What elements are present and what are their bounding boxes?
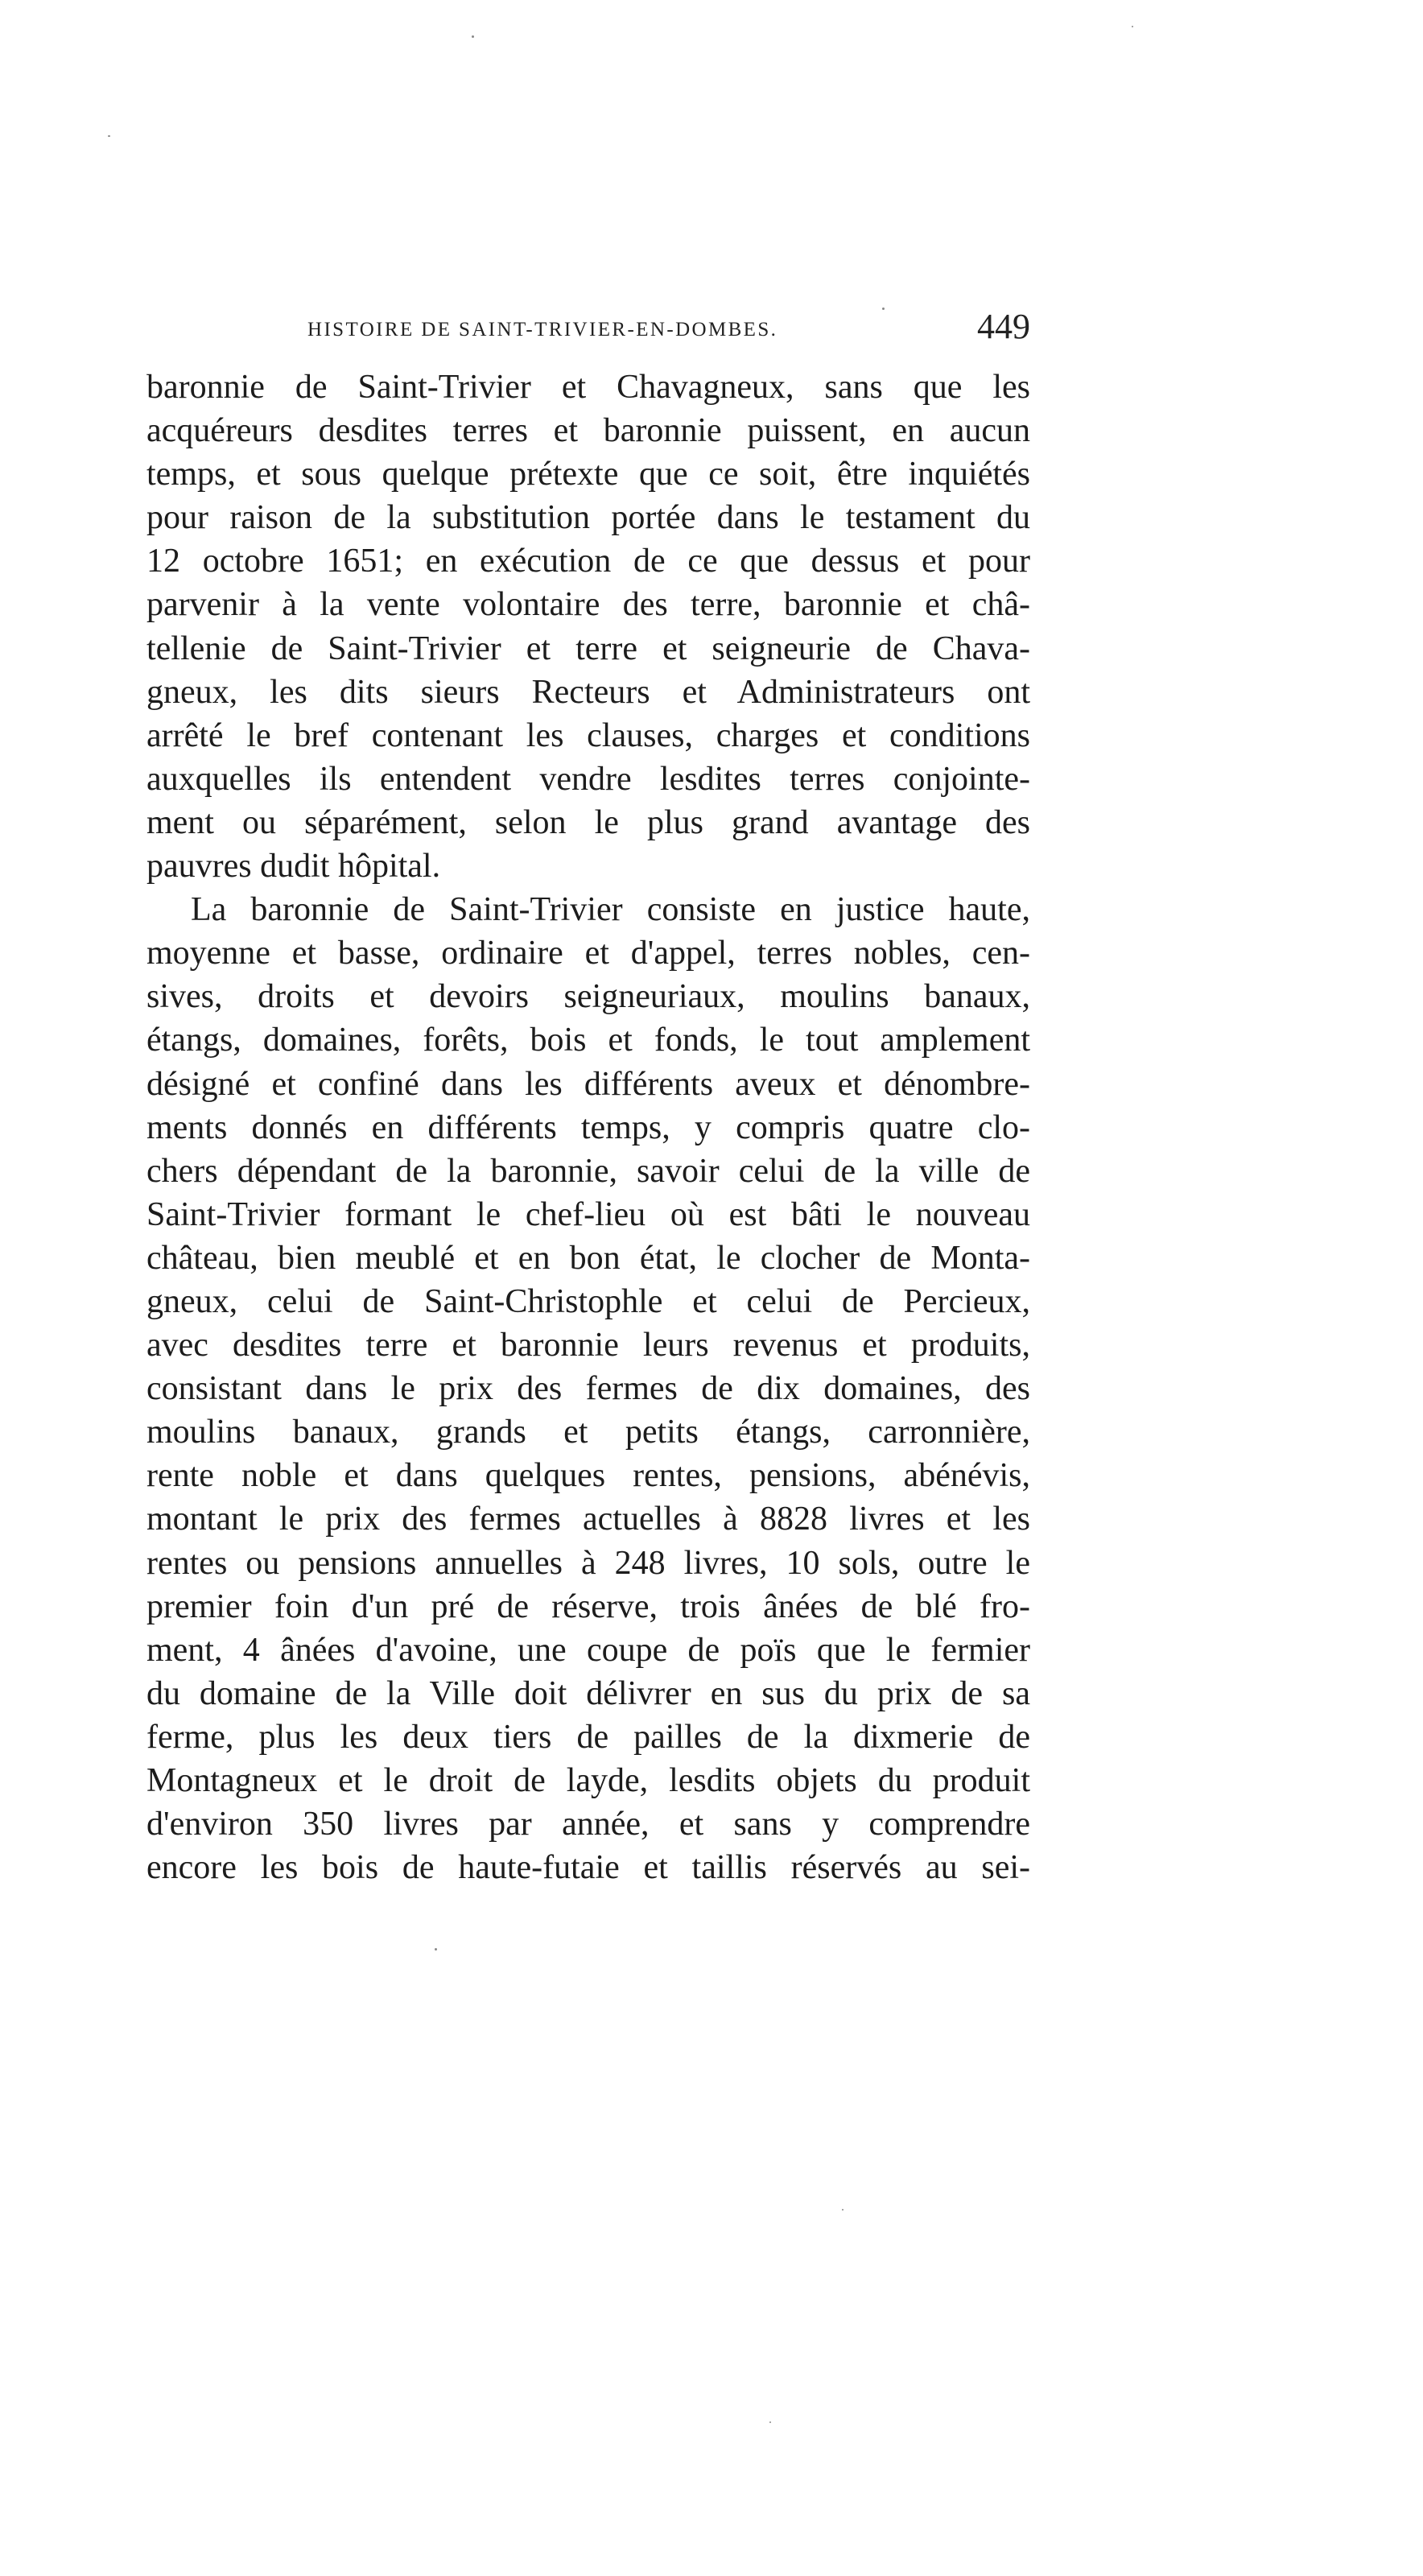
text-line: ments donnés en différents temps, y compris quatre clo-	[146, 1108, 1030, 1146]
scan-speck	[435, 1948, 437, 1951]
paragraph	[146, 888, 1030, 1889]
text-line: du domaine de la Ville doit délivrer en sus du prix de sa	[146, 1674, 1030, 1712]
text-line: rentes ou pensions annuelles à 248 livres, 10 sols, outre le	[146, 1544, 1030, 1582]
body-text	[146, 365, 1030, 1889]
text-line: ferme, plus les deux tiers de pailles de la dixmerie de	[146, 1718, 1030, 1756]
text-line: temps, et sous quelque prétexte que ce soit, être inquiétés	[146, 456, 1030, 493]
scan-speck	[842, 2209, 843, 2211]
text-line: premier foin d'un pré de réserve, trois ânées de blé fro-	[146, 1587, 1030, 1625]
text-line: moulins banaux, grands et petits étangs, carronnière,	[146, 1414, 1030, 1451]
text-line: arrêté le bref contenant les clauses, charges et conditions	[146, 716, 1030, 754]
text-line: parvenir à la vente volontaire des terre, baronnie et châ-	[146, 586, 1030, 624]
text-line: désigné et confiné dans les différents aveux et dénombre-	[146, 1065, 1030, 1103]
text-line: encore les bois de haute-futaie et taillis réservés au sei-	[146, 1849, 1030, 1887]
paragraph	[146, 365, 1030, 888]
text-line: La baronnie de Saint-Trivier consiste en justice haute,	[191, 891, 1030, 929]
text-line: auxquelles ils entendent vendre lesdites terres conjointe-	[146, 760, 1030, 798]
scan-speck	[472, 35, 474, 38]
text-line: gneux, les dits sieurs Recteurs et Administrateurs ont	[146, 673, 1030, 711]
scan-speck	[1132, 26, 1133, 27]
text-line: pauvres dudit hôpital.	[146, 848, 441, 886]
text-line: ment, 4 ânées d'avoine, une coupe de poïs que le fermier	[146, 1631, 1030, 1669]
text-line: 12 octobre 1651; en exécution de ce que dessus et pour	[146, 543, 1030, 580]
text-line: consistant dans le prix des fermes de dix domaines, des	[146, 1370, 1030, 1408]
text-line: tellenie de Saint-Trivier et terre et seigneurie de Chava-	[146, 630, 1030, 667]
text-line: montant le prix des fermes actuelles à 8828 livres et les	[146, 1501, 1030, 1538]
text-line: moyenne et basse, ordinaire et d'appel, terres nobles, cen-	[146, 935, 1030, 972]
text-line: sives, droits et devoirs seigneuriaux, moulins banaux,	[146, 978, 1030, 1016]
scan-speck	[108, 135, 110, 137]
text-line: d'environ 350 livres par année, et sans y comprendre	[146, 1806, 1030, 1843]
text-line: chers dépendant de la baronnie, savoir celui de la ville de	[146, 1152, 1030, 1190]
text-line: étangs, domaines, forêts, bois et fonds, le tout amplement	[146, 1022, 1030, 1059]
page-number: 449	[977, 307, 1030, 346]
running-title: HISTOIRE DE SAINT-TRIVIER-EN-DOMBES.	[307, 319, 778, 341]
text-line: Saint-Trivier formant le chef-lieu où est bâti le nouveau	[146, 1195, 1030, 1233]
scan-speck	[769, 2421, 771, 2423]
text-line: rente noble et dans quelques rentes, pensions, abénévis,	[146, 1457, 1030, 1495]
text-line: gneux, celui de Saint-Christophle et celui de Percieux,	[146, 1282, 1030, 1320]
text-line: ment ou séparément, selon le plus grand avantage des	[146, 803, 1030, 841]
text-line: Montagneux et le droit de layde, lesdits objets du produit	[146, 1762, 1030, 1799]
text-line: baronnie de Saint-Trivier et Chavagneux, sans que les	[146, 369, 1030, 406]
scan-speck	[882, 308, 885, 310]
text-line: château, bien meublé et en bon état, le clocher de Monta-	[146, 1239, 1030, 1277]
page-header	[146, 304, 1030, 362]
text-line: acquéreurs desdites terres et baronnie puissent, en aucun	[146, 412, 1030, 450]
text-line: avec desdites terre et baronnie leurs revenus et produits,	[146, 1327, 1030, 1364]
text-line: pour raison de la substitution portée dans le testament du	[146, 499, 1030, 537]
